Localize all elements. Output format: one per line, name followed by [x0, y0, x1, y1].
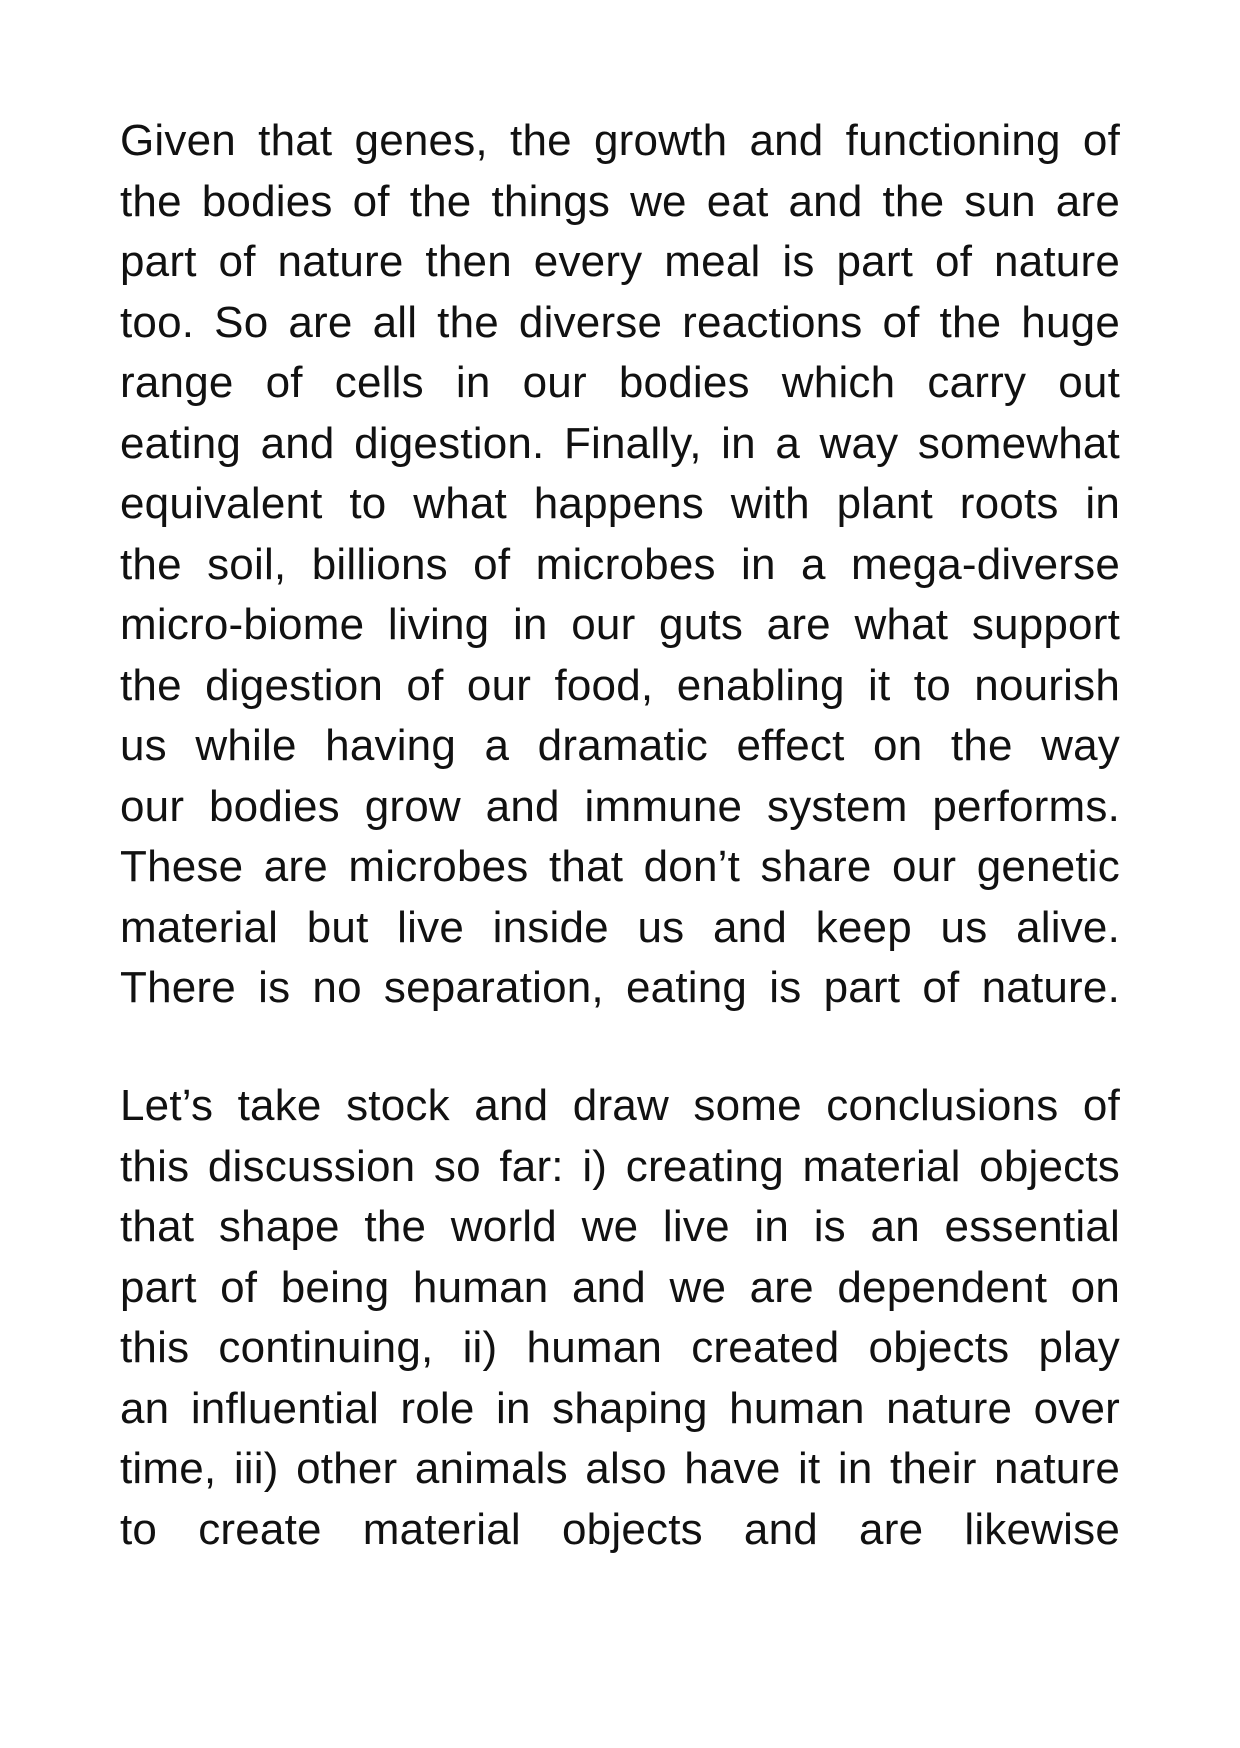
text-line: equivalent to what happens with plant roots in — [120, 479, 1120, 528]
text-line: Given that genes, the growth and functioning of — [120, 116, 1120, 165]
text-line: too. So are all the diverse reactions of the huge — [120, 297, 1120, 347]
text-line: Let’s take stock and draw some conclusions of — [120, 1081, 1120, 1130]
paragraph-2 — [120, 1076, 1120, 1560]
text-line: part of being human and we are dependent on — [120, 1262, 1120, 1312]
text-line: material but live inside us and keep us alive. — [120, 902, 1120, 952]
text-line: the soil, billions of microbes in a mega-diverse — [120, 539, 1120, 589]
text-line: micro-biome living in our guts are what support — [120, 600, 1120, 649]
text-line: range of cells in our bodies which carry out — [120, 358, 1120, 407]
text-line: time, iii) other animals also have it in their nature — [120, 1444, 1120, 1493]
text-line: These are microbes that don’t share our genetic — [120, 842, 1120, 891]
text-line: an influential role in shaping human nature over — [120, 1383, 1120, 1433]
text-line: eating and digestion. Finally, in a way somewhat — [120, 418, 1120, 468]
text-line: the digestion of our food, enabling it to nourish — [120, 660, 1120, 710]
text-line: this discussion so far: i) creating material objects — [120, 1141, 1120, 1191]
text-line: that shape the world we live in is an essential — [120, 1202, 1120, 1251]
text-line: to create material objects and are likewise — [120, 1504, 1120, 1554]
text-line: There is no separation, eating is part of nature. — [120, 963, 1120, 1012]
text-line: part of nature then every meal is part of nature — [120, 237, 1120, 286]
text-line: the bodies of the things we eat and the sun are — [120, 176, 1120, 226]
text-line: us while having a dramatic effect on the way — [120, 721, 1120, 770]
text-line: our bodies grow and immune system performs. — [120, 781, 1120, 831]
paragraph-1 — [120, 111, 1120, 1019]
text-line: this continuing, ii) human created objects play — [120, 1323, 1120, 1372]
